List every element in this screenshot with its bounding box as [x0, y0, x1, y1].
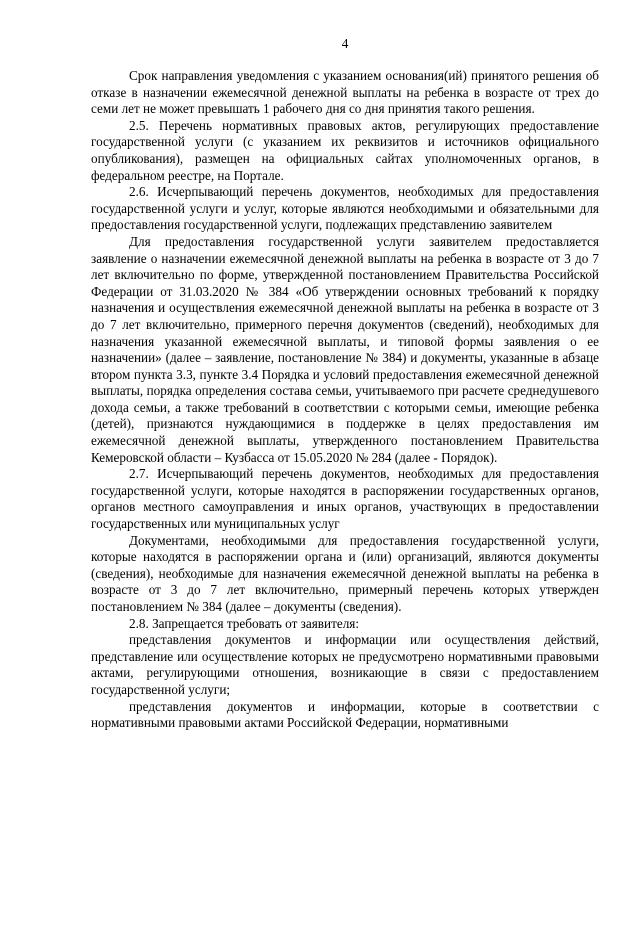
paragraph-2-5-legal-acts: 2.5. Перечень нормативных правовых актов, регулирующих предоставление государственной услуги (с указанием их реквизитов и источников официального опубликования), размещен на официальных сайтах уполномоченных органов, в федеральном реестре, на Портале.	[91, 117, 599, 183]
page-number: 4	[341, 36, 349, 51]
paragraph-documents-required: Документами, необходимыми для предоставления государственной услуги, которые находятся в распоряжении органа и (или) организаций, являются документы (сведения), необходимые для назначения ежемесячной денежной выплаты на ребенка в возрасте от 3 до 7 лет включительно, примерный перечень которых утвержден постановлением № 384 (далее – документы (сведения).	[91, 532, 599, 614]
paragraph-2-7-documents-in-agencies: 2.7. Исчерпывающий перечень документов, необходимых для предоставления государственной услуги, которые находятся в распоряжении государственных органов, органов местного самоуправления и иных органов, участвующих в предоставлении государственных или муниципальных услуг	[91, 466, 599, 532]
paragraph-notice-deadline: Срок направления уведомления с указанием основания(ий) принятого решения об отказе в назначении ежемесячной денежной выплаты на ребенка в возрасте от трех до семи лет не может превышать 1 рабочего дня со дня принятия такого решения.	[91, 68, 599, 117]
document-page	[0, 36, 639, 940]
paragraph-prohibited-item-1: представления документов и информации или осуществления действий, представление или осуществление которых не предусмотрено нормативными правовыми актами, регулирующими отношения, возникающие в связи с предоставлением государственной услуги;	[91, 632, 599, 697]
paragraph-application: Для предоставления государственной услуги заявителем предоставляется заявление о назначении ежемесячной денежной выплаты на ребенка в возрасте от 3 до 7 лет включительно по форме, утвержденной постановлением Правительства Российской Федерации от 31.03.2020 № 384 «Об утверждении основных требований к порядку назначения и осуществления ежемесячной денежной выплаты на ребенка в возрасте от 3 до 7 лет включительно, примерного перечня документов (сведений), необходимых для назначения указанной ежемесячной выплаты, и типовой формы заявления о ее назначении» (далее – заявление, постановление № 384) и документы, указанные в абзаце втором пункта 3.3, пункте 3.4 Порядка и условий предоставления ежемесячной денежной выплаты, порядка определения состава семьи, учитываемого при расчете среднедушевого дохода семьи, а также требований в соответствии с которыми семьи, имеющие ребенка (детей), признаются нуждающимися в поддержке в целях предоставления им ежемесячной денежной выплаты, утвержденного постановлением Правительства Кемеровской области – Кузбасса от 15.05.2020 № 284 (далее - Порядок).	[91, 233, 599, 465]
paragraph-2-8-prohibited: 2.8. Запрещается требовать от заявителя:	[129, 615, 360, 631]
paragraph-2-6-documents-list: 2.6. Исчерпывающий перечень документов, необходимых для предоставления государственной услуги и услуг, которые являются необходимыми и обязательными для предоставления государственной услуги, подлежащих представлению заявителем	[91, 184, 599, 233]
paragraph-prohibited-item-2: представления документов и информации, которые в соответствии с нормативными правовыми актами Российской Федерации, нормативными	[91, 698, 599, 731]
